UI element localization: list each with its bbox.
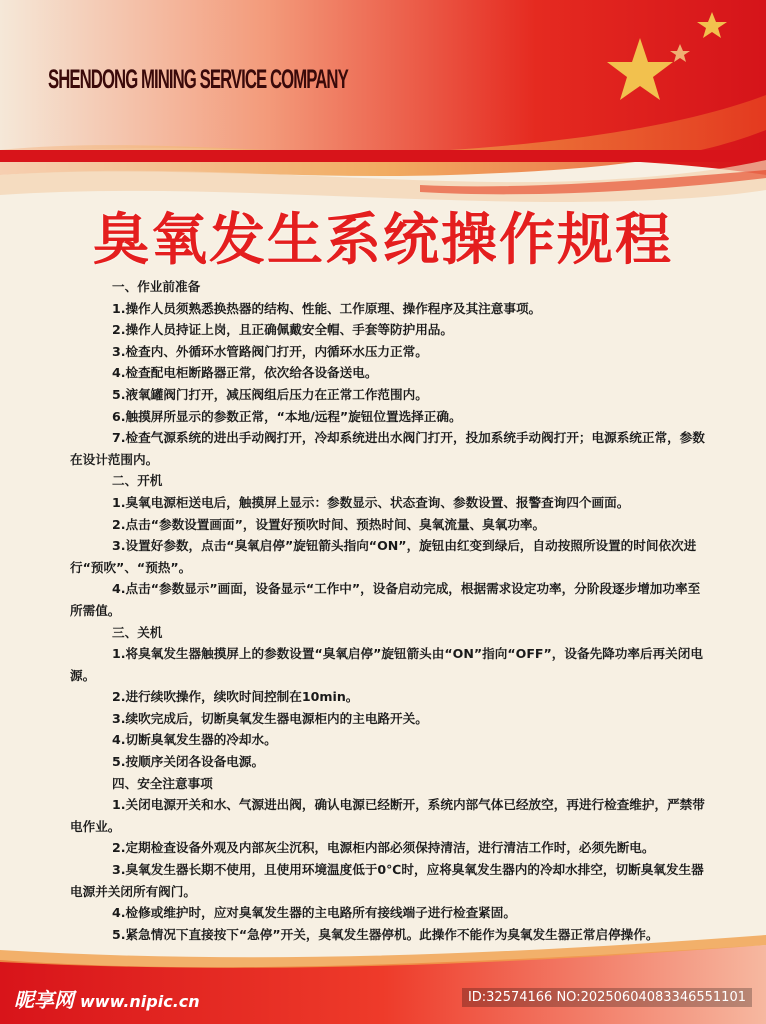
watermark-id: ID:32574166 NO:20250604083346551101 <box>462 988 752 1007</box>
list-item: 2.点击“参数设置画面”，设置好预吹时间、预热时间、臭氧流量、臭氧功率。 <box>112 516 546 532</box>
list-item: 4.切断臭氧发生器的冷却水。 <box>112 732 277 748</box>
list-item: 4.点击“参数显示”画面，设备显示“工作中”，设备启动完成，根据需求设定功率，分阶段逐步增加功率至所需值。 <box>70 581 701 618</box>
list-item: 4.检查配电柜断路器正常，依次给各设备送电。 <box>112 365 378 381</box>
list-item: 7.检查气源系统的进出手动阀打开，冷却系统进出水阀门打开，投加系统手动阀打开；电源系统正常，参数在设计范围内。 <box>70 430 705 467</box>
list-item: 1.操作人员须熟悉换热器的结构、性能、工作原理、操作程序及其注意事项。 <box>112 300 542 316</box>
section-heading: 四、安全注意事项 <box>112 775 213 791</box>
section-heading: 三、关机 <box>112 624 163 640</box>
list-item: 2.定期检查设备外观及内部灰尘沉积，电源柜内部必须保持清洁，进行清洁工作时，必须先断电。 <box>112 840 655 856</box>
list-item: 2.操作人员持证上岗，且正确佩戴安全帽、手套等防护用品。 <box>112 322 453 338</box>
company-name: SHENDONG MINING SERVICE COMPANY <box>48 64 348 94</box>
watermark-site: www.nipic.cn <box>80 992 200 1011</box>
list-item: 5.紧急情况下直接按下“急停”开关，臭氧发生器停机。此操作不能作为臭氧发生器正常启停操作。 <box>112 926 659 942</box>
list-item: 1.将臭氧发生器触摸屏上的参数设置“臭氧启停”旋钮箭头由“ON”指向“OFF”，设备先降功率后再关闭电源。 <box>70 646 703 683</box>
list-item: 3.续吹完成后，切断臭氧发生器电源柜内的主电路开关。 <box>112 710 428 726</box>
section-heading: 二、开机 <box>112 473 163 489</box>
list-item: 5.按顺序关闭各设备电源。 <box>112 754 265 770</box>
list-item: 6.触摸屏所显示的参数正常，“本地/远程”旋钮位置选择正确。 <box>112 408 462 424</box>
list-item: 1.臭氧电源柜送电后，触摸屏上显示：参数显示、状态查询、参数设置、报警查询四个画面。 <box>112 494 630 510</box>
list-item: 1.关闭电源开关和水、气源进出阀，确认电源已经断开，系统内部气体已经放空，再进行检查维护，严禁带电作业。 <box>70 797 705 834</box>
list-item: 3.臭氧发生器长期不使用，且使用环境温度低于0℃时，应将臭氧发生器内的冷却水排空，切断臭氧发生器电源并关闭所有阀门。 <box>70 862 704 899</box>
procedure-text <box>70 276 710 945</box>
page-title: 臭氧发生系统操作规程 <box>93 208 673 273</box>
list-item: 3.设置好参数，点击“臭氧启停”旋钮箭头指向“ON”，旋钮由红变到绿后，自动按照所设置的时间依次进行“预吹”、“预热”。 <box>70 538 697 575</box>
section-heading: 一、作业前准备 <box>112 279 201 294</box>
list-item: 5.液氧罐阀门打开，减压阀组后压力在正常工作范围内。 <box>112 386 428 402</box>
list-item: 4.检修或维护时，应对臭氧发生器的主电路所有接线端子进行检查紧固。 <box>112 905 516 921</box>
list-item: 3.检查内、外循环水管路阀门打开，内循环水压力正常。 <box>112 343 428 359</box>
watermark-brand-name: 昵享网 <box>14 988 74 1012</box>
list-item: 2.进行续吹操作，续吹时间控制在10min。 <box>112 689 359 705</box>
watermark-brand <box>14 984 200 1013</box>
